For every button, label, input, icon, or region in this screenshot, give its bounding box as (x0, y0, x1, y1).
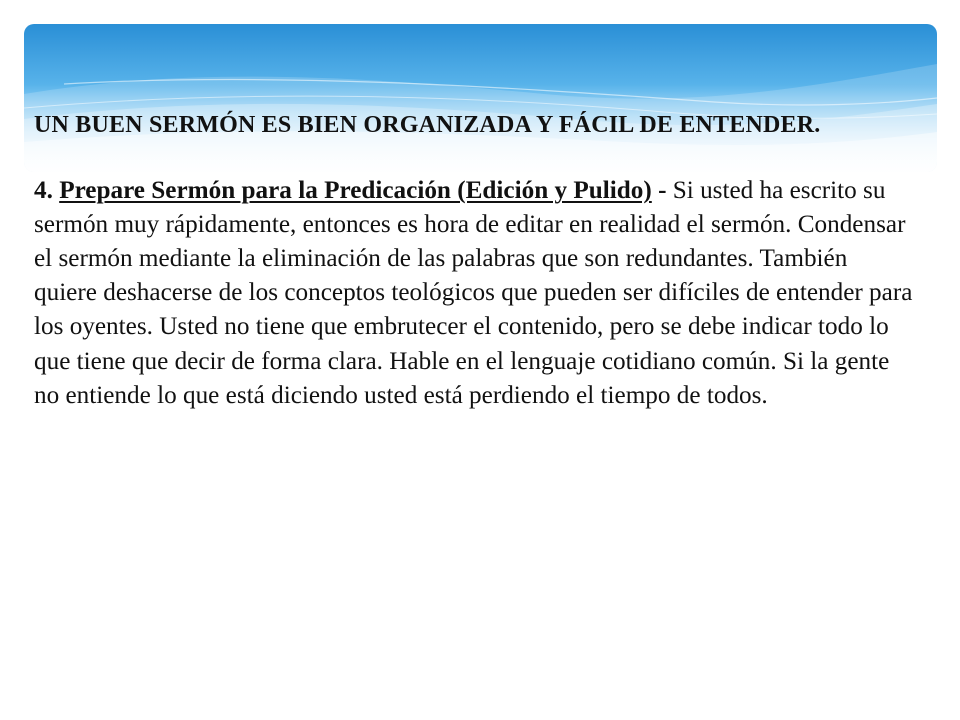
point-paragraph (34, 174, 914, 413)
point-title: Prepare Sermón para la Predicación (Edición y Pulido) (59, 176, 652, 204)
point-separator: - (658, 176, 667, 204)
point-number: 4. (34, 176, 53, 204)
slide-heading: UN BUEN SERMÓN ES BIEN ORGANIZADA Y FÁCIL DE ENTENDER. (34, 112, 821, 138)
slide-content (34, 110, 914, 413)
point-body: Si usted ha escrito su sermón muy rápidamente, entonces es hora de editar en realidad el sermón. Condensar el sermón mediante la eliminación de las palabras que son redundantes. También quiere deshacerse de los conceptos teológicos que pueden ser difíciles de entender para los oyentes. Usted no tiene que embrutecer el contenido, pero se debe indicar todo lo que tiene que decir de forma clara. Hable en el lenguaje cotidiano común. Si la gente no entiende lo que está diciendo usted está perdiendo el tiempo de todos. (34, 176, 913, 409)
